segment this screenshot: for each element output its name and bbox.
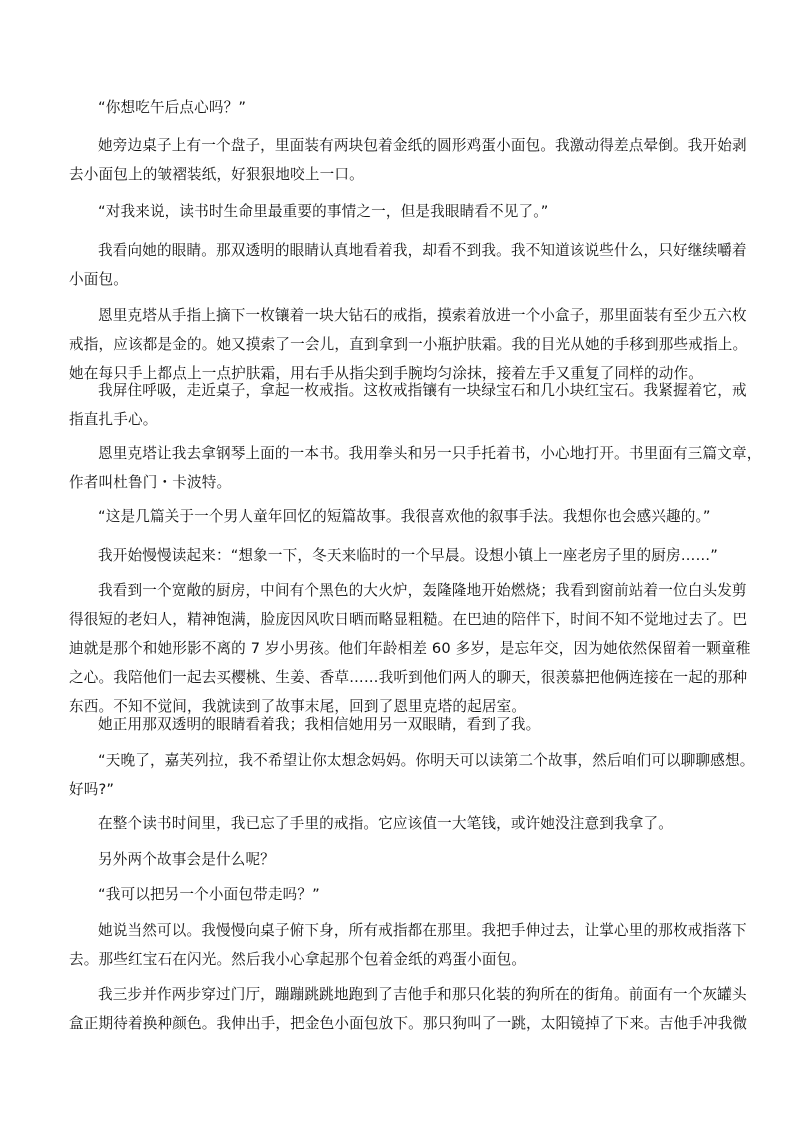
paragraph-line: 指直扎手心。	[69, 411, 158, 428]
paragraph-line: “我可以把另一个小面包带走吗？”	[98, 886, 320, 903]
paragraph-line: 她旁边桌子上有一个盘子，里面装有两块包着金纸的圆形鸡蛋小面包。我激动得差点晕倒。我开始剥	[98, 137, 747, 154]
paragraph-line: 得很短的老妇人，精神饱满，脸庞因风吹日晒而略显粗糙。在巴迪的陪伴下，时间不知不觉地过去了。巴	[69, 611, 748, 628]
paragraph-line: 她说当然可以。我慢慢向桌子俯下身，所有戒指都在那里。我把手伸过去，让掌心里的那枚戒指落下	[98, 922, 747, 939]
paragraph-line: 盒正期待着换种颜色。我伸出手，把金色小面包放下。那只狗叫了一跳，太阳镜掉了下来。吉他手冲我微	[69, 1015, 748, 1032]
paragraph	[69, 376, 747, 434]
paragraph-line: “你想吃午后点心吗？”	[98, 99, 247, 116]
paragraph	[69, 916, 747, 974]
paragraph-line: 我三步并作两步穿过门厅，蹦蹦跳跳地跑到了吉他手和那只化装的狗所在的街角。前面有一个灰罐头	[98, 986, 747, 1003]
paragraph-line: 之心。我陪他们一起去买樱桃、生姜、香草……我听到他们两人的聊天，很羡慕把他俩连接在一起的那种	[69, 669, 748, 686]
paragraph	[98, 880, 730, 909]
paragraph-line: 好吗?”	[69, 781, 115, 798]
paragraph-line: “对我来说，读书时生命里最重要的事情之一，但是我眼睛看不见了。”	[98, 203, 549, 220]
paragraph	[69, 131, 747, 189]
paragraph	[69, 301, 748, 388]
paragraph-line: 去。那些红宝石在闪光。然后我小心拿起那个包着金纸的鸡蛋小面包。	[69, 951, 527, 968]
paragraph-line: 小面包。	[69, 271, 128, 288]
paragraph-line: 我屏住呼吸，走近桌子，拿起一枚戒指。这枚戒指镶有一块绿宝石和几小块红宝石。我紧握着它，戒	[98, 382, 747, 399]
paragraph	[98, 710, 730, 739]
paragraph-line: 作者叫杜鲁门・卡波特。	[69, 474, 232, 491]
paragraph	[98, 845, 730, 874]
paragraph	[69, 439, 762, 497]
paragraph	[98, 809, 730, 838]
paragraph	[98, 502, 730, 531]
paragraph-line: 恩里克塔让我去拿钢琴上面的一本书。我用拳头和另一只手托着书，小心地打开。书里面有三篇文章，	[98, 445, 762, 462]
paragraph-line: 去小面包上的皱褶装纸，好狠狠地咬上一口。	[69, 166, 364, 183]
paragraph-line: 我看到一个宽敞的厨房，中间有个黑色的大火炉，轰隆隆地开始燃烧；我看到窗前站着一位白头发剪	[98, 582, 747, 599]
paragraph	[98, 93, 730, 122]
paragraph-line: 她在每只手上都点上一点护肤霜，用右手从指尖到手腕均匀涂抹，接着左手又重复了同样的动作。	[69, 365, 703, 382]
paragraph-line: 我看向她的眼睛。那双透明的眼睛认真地看着我，却看不到我。我不知道该说些什么，只好继续嚼着	[98, 242, 747, 259]
paragraph-line: 在整个读书时间里，我已忘了手里的戒指。它应该值一大笔钱，或许她没注意到我拿了。	[98, 815, 674, 832]
paragraph-line: “天晚了，嘉芙列拉，我不希望让你太想念妈妈。你明天可以读第二个故事，然后咱们可以聊聊感想。	[98, 752, 755, 769]
paragraph-line: 戒指，应该都是金的。她又摸索了一会儿，直到拿到一小瓶护肤霜。我的目光从她的手移到那些戒指上。	[69, 336, 748, 353]
paragraph-line: 另外两个故事会是什么呢？	[98, 851, 275, 868]
paragraph-line: 迪就是那个和她形影不离的 7 岁小男孩。他们年龄相差 60 多岁，是忘年交，因为她依然保留着一颗童稚	[69, 640, 751, 657]
paragraph	[98, 197, 730, 226]
paragraph-line: 恩里克塔从手指上摘下一枚镶着一块大钻石的戒指，摸索着放进一个小盒子，那里面装有至少五六枚	[98, 307, 747, 324]
paragraph-line: 东西。不知不觉间，我就读到了故事末尾，回到了恩里克塔的起居室。	[69, 698, 527, 715]
paragraph	[69, 746, 755, 804]
paragraph	[98, 541, 730, 570]
paragraph	[69, 576, 751, 721]
paragraph-line: 她正用那双透明的眼睛看着我；我相信她用另一双眼睛，看到了我。	[98, 716, 541, 733]
paragraph-line: “这是几篇关于一个男人童年回忆的短篇故事。我很喜欢他的叙事手法。我想你也会感兴趣的。”	[98, 508, 711, 525]
paragraph	[69, 980, 748, 1038]
paragraph-line: 我开始慢慢读起来：“想象一下，冬天来临时的一个早晨。设想小镇上一座老房子里的厨房……”	[98, 547, 718, 564]
paragraph	[69, 236, 747, 294]
